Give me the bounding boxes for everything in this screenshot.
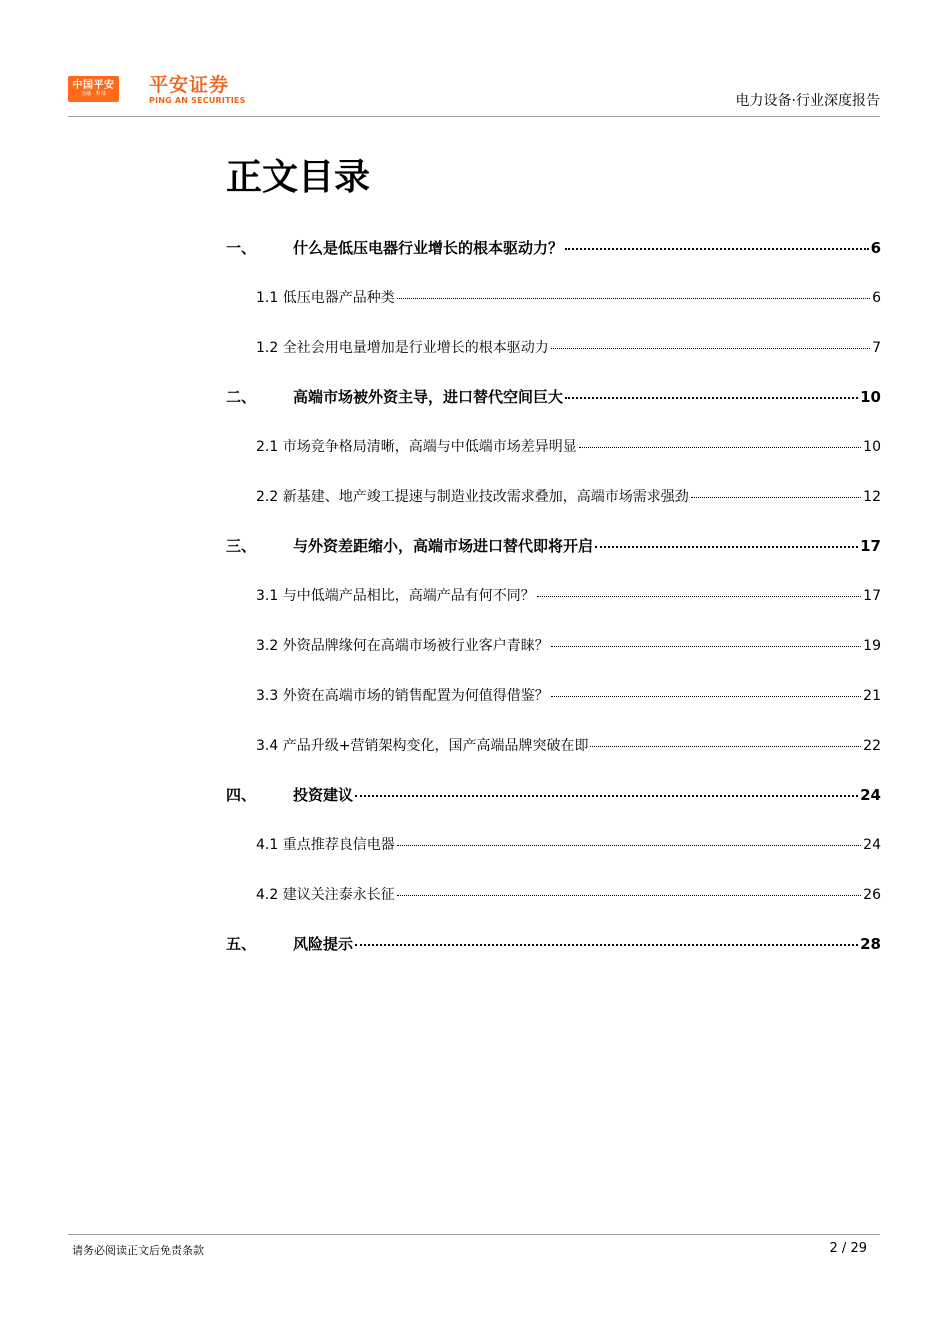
logo-box-line2: 金融 · 科技 [81, 91, 106, 97]
toc-entry-3-3[interactable] [256, 686, 881, 706]
dot-leader [551, 348, 870, 349]
toc-entry-title: 投资建议 [293, 786, 354, 804]
footer-divider [68, 1234, 880, 1235]
toc-entry-2[interactable] [226, 387, 881, 407]
toc-entry-4-2[interactable] [256, 885, 881, 905]
toc-entry-3-1[interactable] [256, 586, 881, 606]
toc-entry-4-1[interactable] [256, 835, 881, 855]
header-divider [68, 116, 880, 117]
dot-leader [355, 795, 858, 797]
toc-entry-page: 6 [872, 290, 881, 306]
dot-leader [565, 248, 869, 250]
logo-box-line1: 中国平安 [72, 80, 115, 91]
report-type: 电力设备·行业深度报告 [735, 93, 880, 109]
page-header [68, 72, 880, 116]
toc-entry-number: 二、 [226, 388, 257, 406]
dot-leader [355, 944, 858, 946]
toc-entry-title: 3.4 产品升级+营销架构变化，国产高端品牌突破在即 [256, 738, 589, 754]
dot-leader [551, 646, 861, 647]
china-pingan-logo [68, 76, 119, 102]
toc-entry-page: 21 [863, 688, 881, 704]
toc-entry-3-4[interactable] [256, 736, 881, 756]
toc-entry-number: 五、 [226, 935, 257, 953]
toc-entry-page: 10 [860, 388, 881, 406]
disclaimer-note: 请务必阅读正文后免责条款 [72, 1244, 204, 1257]
toc-entry-page: 6 [870, 239, 881, 257]
toc-entry-number: 一、 [226, 239, 257, 257]
toc-entry-number: 三、 [226, 537, 257, 555]
page-title: 正文目录 [226, 157, 371, 198]
toc-entry-title: 3.2 外资品牌缘何在高端市场被行业客户青睐？ [256, 638, 549, 654]
toc-entry-title: 4.2 建议关注泰永长征 [256, 887, 395, 903]
toc-entry-number: 四、 [226, 786, 257, 804]
brand-logo [149, 74, 246, 106]
brand-name-en: PING AN SECURITIES [149, 96, 246, 105]
toc-entry-page: 26 [863, 887, 881, 903]
toc-entry-4[interactable] [226, 785, 881, 805]
toc-entry-page: 24 [860, 786, 881, 804]
toc-entry-title: 2.1 市场竞争格局清晰，高端与中低端市场差异明显 [256, 439, 577, 455]
dot-leader [397, 845, 861, 846]
toc-entry-page: 24 [863, 837, 881, 853]
dot-leader [595, 546, 858, 548]
toc-entry-page: 17 [863, 588, 881, 604]
toc-entry-3-2[interactable] [256, 636, 881, 656]
toc-entry-title: 风险提示 [293, 935, 354, 953]
toc-entry-page: 12 [863, 489, 881, 505]
toc-entry-page: 19 [863, 638, 881, 654]
dot-leader [537, 596, 861, 597]
toc-entry-page: 22 [863, 738, 881, 754]
toc-entry-page: 28 [860, 935, 881, 953]
toc-entry-title: 3.1 与中低端产品相比，高端产品有何不同？ [256, 588, 535, 604]
page-indicator: 2 / 29 [829, 1241, 867, 1256]
toc-entry-title: 2.2 新基建、地产竣工提速与制造业技改需求叠加，高端市场需求强劲 [256, 489, 689, 505]
toc-entry-2-1[interactable] [256, 437, 881, 457]
dot-leader [691, 497, 861, 498]
toc-entry-title: 3.3 外资在高端市场的销售配置为何值得借鉴？ [256, 688, 549, 704]
toc-entry-title: 1.1 低压电器产品种类 [256, 290, 395, 306]
toc-entry-page: 10 [863, 439, 881, 455]
toc-entry-1[interactable] [226, 238, 881, 258]
dot-leader [397, 298, 870, 299]
brand-name-cn: 平安证券 [149, 74, 230, 96]
toc-entry-3[interactable] [226, 536, 881, 556]
toc-entry-title: 什么是低压电器行业增长的根本驱动力？ [293, 239, 564, 257]
toc-entry-title: 1.2 全社会用电量增加是行业增长的根本驱动力 [256, 340, 549, 356]
toc-entry-5[interactable] [226, 934, 881, 954]
toc-entry-title: 与外资差距缩小，高端市场进口替代即将开启 [293, 537, 594, 555]
toc-entry-title: 高端市场被外资主导，进口替代空间巨大 [293, 388, 564, 406]
toc-entry-page: 17 [860, 537, 881, 555]
toc-entry-title: 4.1 重点推荐良信电器 [256, 837, 395, 853]
dot-leader [397, 895, 861, 896]
toc-entry-1-1[interactable] [256, 288, 881, 308]
dot-leader [565, 397, 858, 399]
dot-leader [551, 696, 861, 697]
dot-leader [579, 447, 861, 448]
dot-leader [590, 746, 861, 747]
toc-entry-2-2[interactable] [256, 487, 881, 507]
toc-entry-page: 7 [872, 340, 881, 356]
toc-entry-1-2[interactable] [256, 338, 881, 358]
